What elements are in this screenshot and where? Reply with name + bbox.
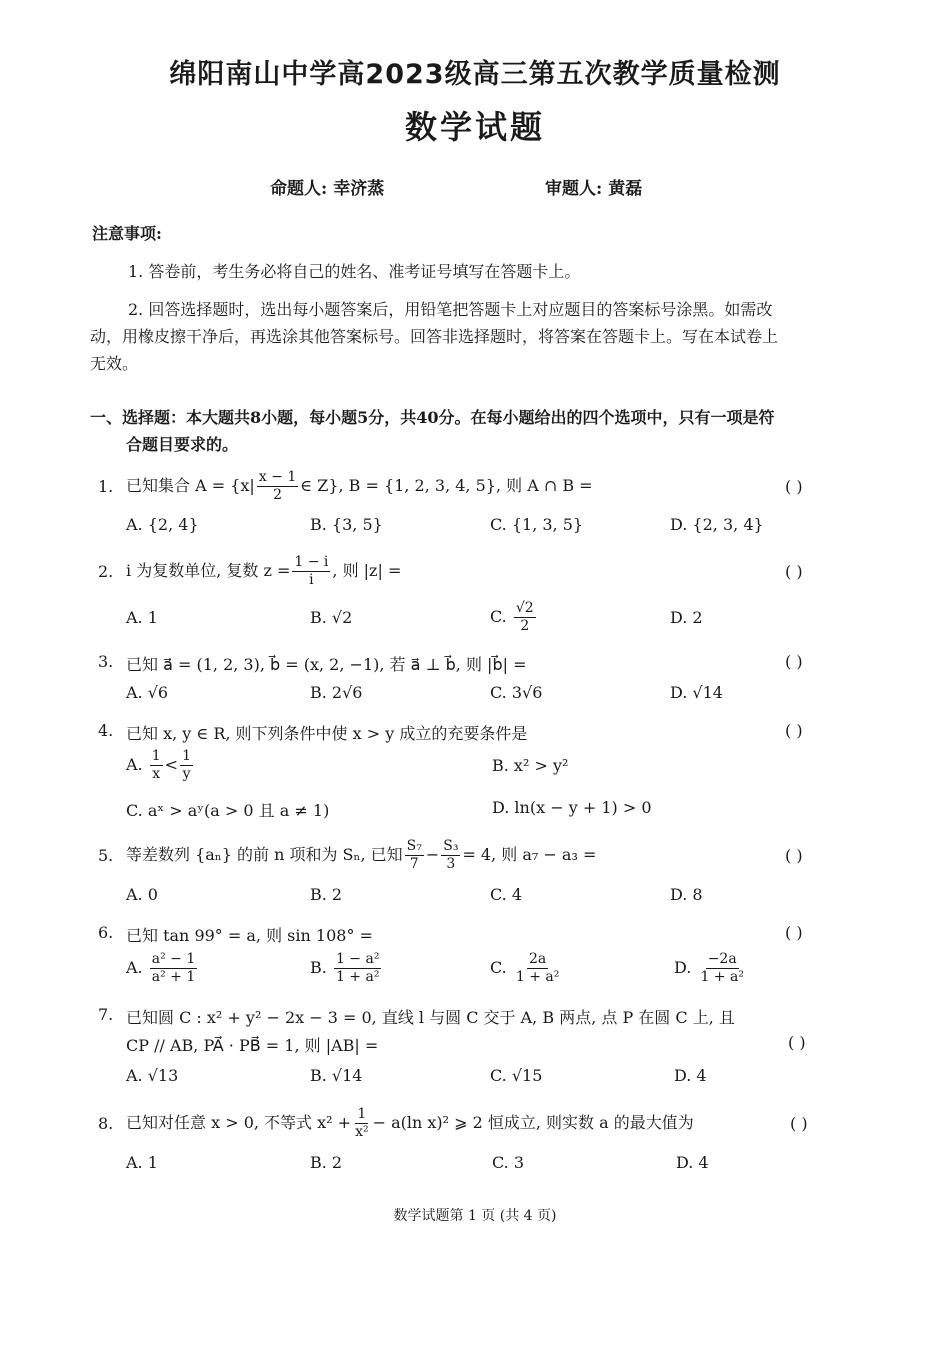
notice-item-2-line-3: 无效。	[90, 354, 139, 373]
q8-frac-num: 1	[357, 1106, 367, 1122]
q8-frac-den: x²	[355, 1124, 369, 1140]
q5-number: 5.	[98, 846, 114, 865]
q4-option-a-label: A.	[126, 755, 143, 774]
q5-option-a: A. 0	[126, 885, 158, 904]
q1-option-d: D. {2, 3, 4}	[670, 515, 764, 534]
q1-stem	[126, 466, 593, 506]
q6-b-num: 1 − a²	[335, 951, 380, 967]
q6-c-num: 2a	[528, 951, 547, 967]
q2-option-c-label: C.	[490, 607, 507, 626]
q8-stem-post: − a(ln x)² ⩾ 2 恒成立, 则实数 a 的最大值为	[372, 1113, 694, 1132]
q6-d-num: −2a	[707, 951, 737, 967]
q4-option-a	[126, 745, 195, 785]
q1-frac-den: 2	[273, 487, 282, 503]
q2-option-d: D. 2	[670, 608, 703, 627]
q8-option-c: C. 3	[492, 1153, 525, 1172]
q7-stem-line-2: CP // AB, PA⃗ · PB⃗ = 1, 则 |AB| =	[126, 1036, 379, 1055]
notice-item-2-line-2: 动，用橡皮擦干净后，再选涂其他答案标号。回答非选择题时，将答案在答题卡上。写在本试卷上	[90, 327, 779, 346]
q2-number: 2.	[98, 562, 114, 581]
q1-frac-num: x − 1	[258, 469, 297, 485]
exam-title: 绵阳南山中学高2023级高三第五次教学质量检测	[169, 59, 781, 90]
q4-option-d: D. ln(x − y + 1) > 0	[492, 798, 652, 817]
q6-stem: 已知 tan 99° = a, 则 sin 108° =	[126, 926, 373, 945]
q6-option-a-label: A.	[126, 958, 143, 977]
q3-option-a: A. √6	[126, 683, 169, 702]
q4-number: 4.	[98, 721, 114, 740]
q7-option-b: B. √14	[310, 1066, 363, 1085]
q6-d-fraction	[698, 951, 746, 986]
q5-option-c: C. 4	[490, 885, 523, 904]
q4-a-den-2: y	[182, 766, 191, 782]
q7-option-a: A. √13	[126, 1066, 179, 1085]
q8-fraction	[353, 1106, 371, 1141]
q5-f2-den: 3	[446, 856, 456, 872]
q2-stem-pre: i 为复数单位, 复数 z =	[126, 561, 291, 580]
q2-frac-num: 1 − i	[294, 554, 329, 570]
q5-option-b: B. 2	[310, 885, 343, 904]
page-footer: 数学试题第 1 页 (共 4 页)	[393, 1208, 557, 1224]
q4-a-fraction-2	[180, 748, 193, 783]
section-heading-line-1: 一、选择题：本大题共8小题，每小题5分，共40分。在每小题给出的四个选项中，只有一项是符	[90, 408, 775, 427]
q7-option-c: C. √15	[490, 1066, 543, 1085]
q4-a-num-2: 1	[182, 748, 191, 764]
q5-answer-paren: ( )	[785, 846, 803, 865]
q5-fraction-1	[405, 838, 424, 873]
q1-option-b: B. {3, 5}	[310, 515, 383, 534]
q7-number: 7.	[98, 1005, 114, 1024]
q5-stem-post: = 4, 则 a₇ − a₃ =	[462, 845, 597, 864]
q7-stem-line-1: 已知圆 C : x² + y² − 2x − 3 = 0, 直线 l 与圆 C 交于 A, B 两点, 点 P 在圆 C 上, 且	[126, 1008, 735, 1027]
q6-c-den: 1 + a²	[515, 969, 560, 985]
q4-a-fraction-1	[150, 748, 163, 783]
q6-d-den: 1 + a²	[700, 969, 744, 985]
section-heading-line-2: 合题目要求的。	[126, 435, 239, 454]
q7-option-d: D. 4	[674, 1066, 707, 1085]
q5-f2-num: S₃	[443, 838, 459, 854]
q7-answer-paren: ( )	[788, 1033, 806, 1052]
q5-f1-den: 7	[409, 856, 419, 872]
reviewer: 审题人: 黄磊	[545, 179, 643, 199]
q6-c-fraction	[514, 951, 562, 986]
notice-heading: 注意事项:	[92, 224, 162, 243]
author: 命题人: 幸济蒸	[270, 179, 385, 199]
q5-f1-num: S₇	[406, 838, 422, 854]
q6-option-b-label: B.	[310, 958, 327, 977]
q1-answer-paren: ( )	[785, 477, 803, 496]
q6-option-c	[490, 948, 563, 988]
q1-option-a: A. {2, 4}	[126, 515, 199, 534]
q5-option-d: D. 8	[670, 885, 703, 904]
q3-option-c: C. 3√6	[490, 683, 543, 702]
q6-a-fraction	[150, 951, 198, 986]
q8-answer-paren: ( )	[790, 1114, 808, 1133]
q4-option-b: B. x² > y²	[492, 756, 569, 775]
q3-stem: 已知 a⃗ = (1, 2, 3), b⃗ = (x, 2, −1), 若 a⃗ ⊥ b⃗, 则 |b⃗| =	[126, 655, 527, 674]
q6-a-den: a² + 1	[151, 969, 196, 985]
q1-option-c: C. {1, 3, 5}	[490, 515, 584, 534]
notice-item-2-line-1: 2. 回答选择题时，选出每小题答案后，用铅笔把答题卡上对应题目的答案标号涂黑。如需改	[128, 300, 773, 319]
q3-answer-paren: ( )	[785, 652, 803, 671]
q1-stem-post: ∈ Z}, B = {1, 2, 3, 4, 5}, 则 A ∩ B =	[300, 476, 593, 495]
q4-answer-paren: ( )	[785, 721, 803, 740]
q4-a-relation: <	[164, 755, 179, 774]
q6-b-fraction	[334, 951, 382, 986]
q6-option-c-label: C.	[490, 958, 507, 977]
q1-number: 1.	[98, 477, 114, 496]
q2-stem-post: , 则 |z| =	[332, 561, 402, 580]
q3-option-b: B. 2√6	[310, 683, 363, 702]
q5-fraction-2	[441, 838, 460, 873]
q3-option-d: D. √14	[670, 683, 723, 702]
q8-option-a: A. 1	[126, 1153, 158, 1172]
notice-item-1: 1. 答卷前，考生务必将自己的姓名、准考证号填写在答题卡上。	[128, 262, 581, 281]
q8-option-d: D. 4	[676, 1153, 709, 1172]
q6-option-d-label: D.	[674, 958, 692, 977]
q1-stem-pre: 已知集合 A = {x|	[126, 476, 255, 495]
q2-frac-den: i	[309, 572, 314, 588]
q8-stem-pre: 已知对任意 x > 0, 不等式 x² +	[126, 1113, 352, 1132]
subject-title: 数学试题	[404, 108, 545, 146]
q2-stem	[126, 551, 401, 591]
q6-a-num: a² − 1	[151, 951, 196, 967]
q3-number: 3.	[98, 652, 114, 671]
q2-c-num: √2	[515, 600, 534, 616]
q6-answer-paren: ( )	[785, 923, 803, 942]
q4-a-num-1: 1	[151, 748, 161, 764]
q2-answer-paren: ( )	[785, 562, 803, 581]
q6-option-a	[126, 948, 199, 988]
q5-stem	[126, 835, 596, 875]
q2-option-a: A. 1	[126, 608, 158, 627]
q2-option-c-fraction	[514, 600, 536, 635]
q6-number: 6.	[98, 923, 114, 942]
q6-option-d	[674, 948, 748, 988]
q6-option-b	[310, 948, 383, 988]
q6-b-den: 1 + a²	[335, 969, 380, 985]
q2-c-den: 2	[520, 618, 530, 634]
q2-fraction	[292, 554, 330, 589]
q5-stem-pre: 等差数列 {aₙ} 的前 n 项和为 Sₙ, 已知	[126, 845, 403, 864]
q2-option-c	[490, 597, 538, 637]
q2-option-b: B. √2	[310, 608, 353, 627]
q8-number: 8.	[98, 1114, 114, 1133]
q4-option-c: C. aˣ > aʸ(a > 0 且 a ≠ 1)	[126, 801, 330, 820]
q5-minus: −	[425, 845, 440, 864]
q8-option-b: B. 2	[310, 1153, 343, 1172]
q4-a-den-1: x	[152, 766, 161, 782]
q4-stem: 已知 x, y ∈ R, 则下列条件中使 x > y 成立的充要条件是	[126, 724, 528, 743]
q1-fraction	[257, 469, 298, 504]
q8-stem	[126, 1103, 694, 1143]
